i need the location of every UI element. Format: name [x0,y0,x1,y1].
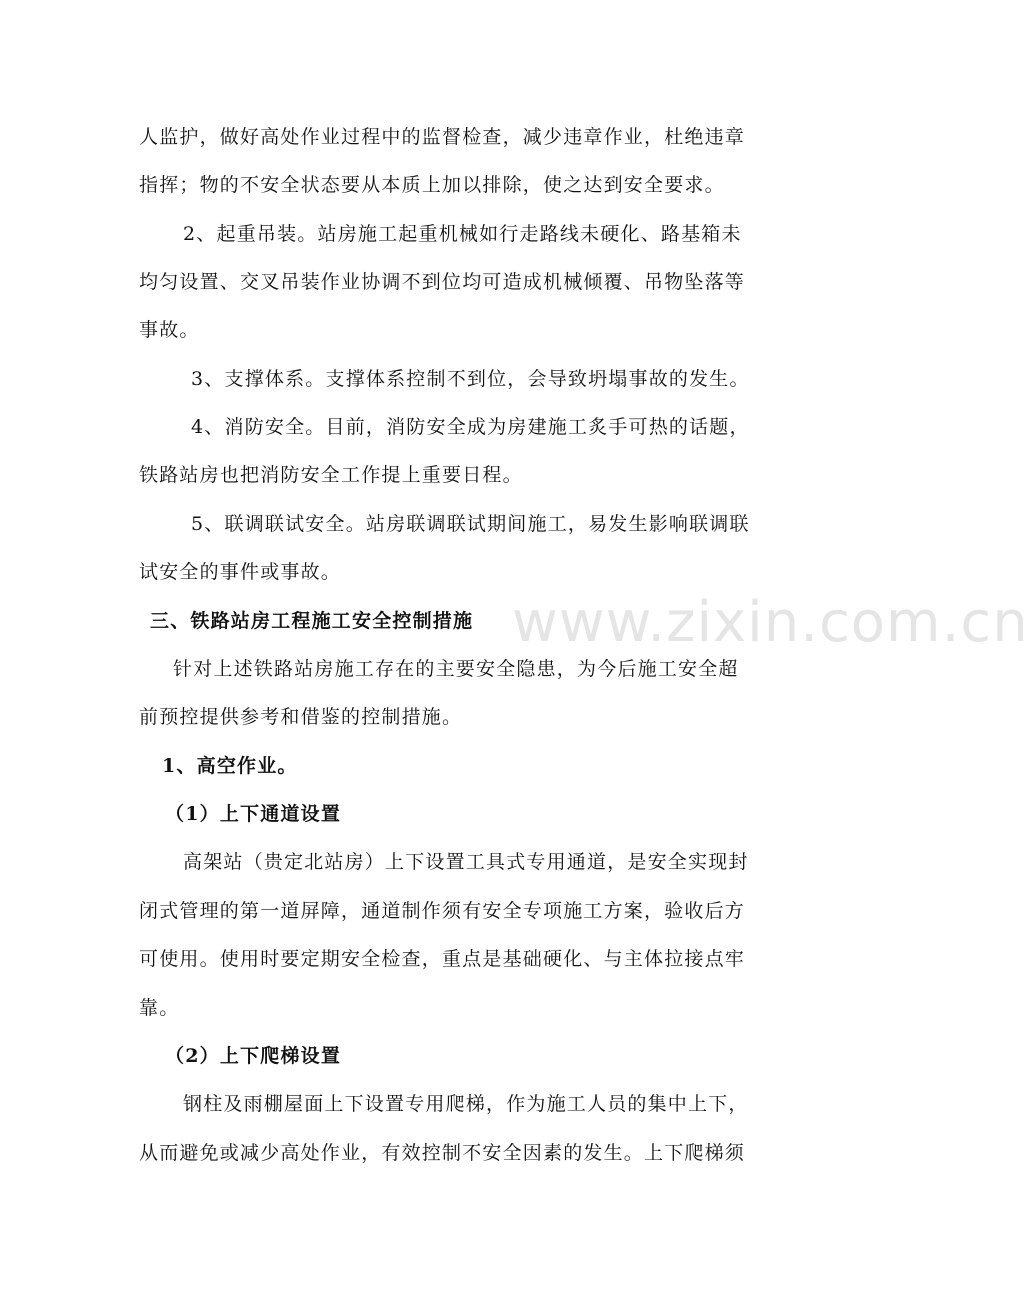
subsection-heading: 1、高空作业。 [162,755,298,777]
paragraph-line: 2、起重吊装。站房施工起重机械如行走路线未硬化、路基箱未 [183,223,742,245]
paragraph-line: 指挥；物的不安全状态要从本质上加以排除，使之达到安全要求。 [139,174,725,196]
paragraph-line: 靠。 [139,997,180,1019]
section-heading: 三、铁路站房工程施工安全控制措施 [150,610,474,632]
subsection-heading: （1）上下通道设置 [165,803,342,825]
paragraph-line: 人监护，做好高处作业过程中的监督检查，减少违章作业，杜绝违章 [139,126,746,148]
paragraph-line: 闭式管理的第一道屏障，通道制作须有安全专项施工方案，验收后方 [139,900,746,922]
paragraph-line: 试安全的事件或事故。 [139,561,342,583]
paragraph-line: 钢柱及雨棚屋面上下设置专用爬梯，作为施工人员的集中上下， [183,1093,749,1115]
paragraph-line: 4、消防安全。目前，消防安全成为房建施工炙手可热的话题， [191,416,750,438]
subsection-heading: （2）上下爬梯设置 [165,1045,342,1067]
paragraph-line: 针对上述铁路站房施工存在的主要安全隐患，为今后施工安全超 [173,658,739,680]
paragraph-line: 前预控提供参考和借鉴的控制措施。 [139,706,463,728]
paragraph-line: 高架站（贵定北站房）上下设置工具式专用通道，是安全实现封 [183,851,749,873]
watermark: www.zixin.com.cn [512,590,1029,655]
paragraph-line: 从而避免或减少高处作业，有效控制不安全因素的发生。上下爬梯须 [139,1142,746,1164]
paragraph-line: 均匀设置、交叉吊装作业协调不到位均可造成机械倾覆、吊物坠落等 [139,271,746,293]
paragraph-line: 5、联调联试安全。站房联调联试期间施工，易发生影响联调联 [191,513,750,535]
paragraph-line: 事故。 [139,319,200,341]
paragraph-line: 铁路站房也把消防安全工作提上重要日程。 [139,464,523,486]
paragraph-line: 可使用。使用时要定期安全检查，重点是基础硬化、与主体拉接点牢 [139,948,746,970]
paragraph-line: 3、支撑体系。支撑体系控制不到位，会导致坍塌事故的发生。 [191,368,750,390]
